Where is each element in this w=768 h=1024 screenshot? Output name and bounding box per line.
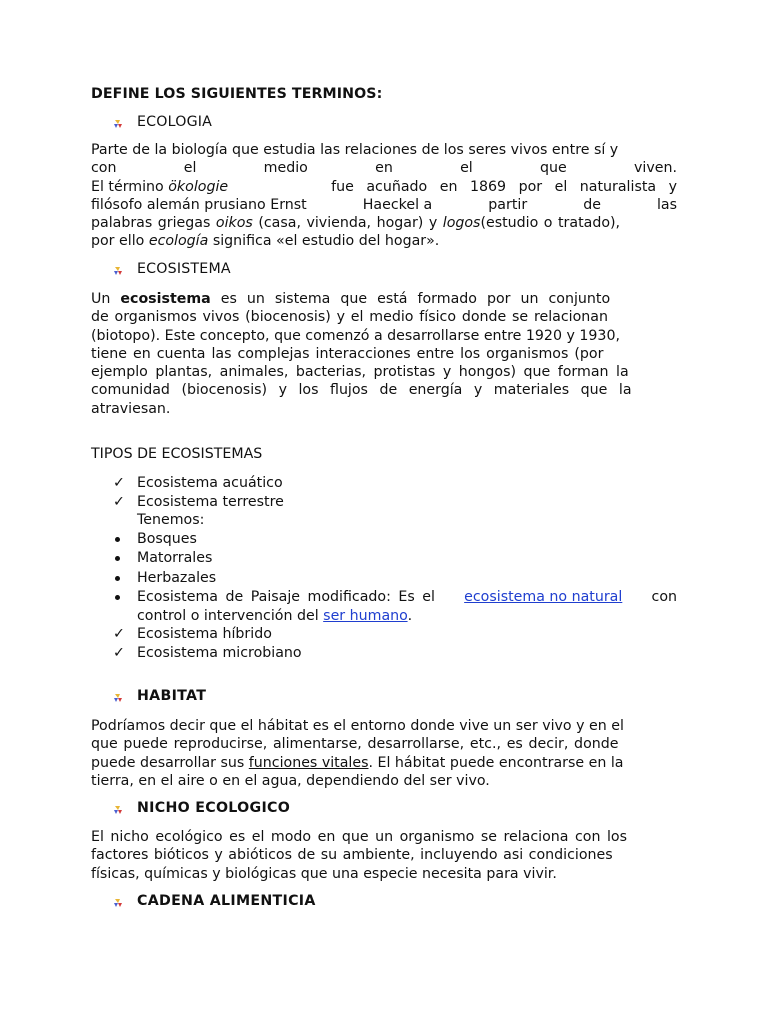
list-item-label: Ecosistema microbiano bbox=[137, 644, 302, 661]
check-icon: ✓ bbox=[113, 626, 125, 642]
list-item-label: Ecosistema híbrido bbox=[137, 626, 272, 642]
text-fragment: . bbox=[407, 607, 413, 624]
list-item bbox=[113, 493, 677, 512]
text-fragment: puede desarrollar sus bbox=[91, 754, 245, 771]
text-line bbox=[91, 754, 677, 772]
tipos-heading: TIPOS DE ECOSISTEMAS bbox=[91, 446, 263, 462]
list-item-label: Ecosistema acuático bbox=[137, 475, 283, 491]
ser-humano-link[interactable]: ser humano bbox=[323, 607, 408, 624]
list-item bbox=[113, 644, 677, 663]
text-line: Podríamos decir que el hábitat es el entorno donde vive un ser vivo y en el bbox=[91, 718, 624, 734]
text-fragment: control o intervención del bbox=[137, 607, 319, 624]
text-line bbox=[137, 588, 677, 607]
section-heading-ecologia bbox=[113, 114, 212, 130]
text-fragment: de bbox=[583, 196, 601, 213]
list-item bbox=[113, 625, 677, 644]
text-line: (biotopo). Este concepto, que comenzó a desarrollarse entre 1920 y 1930, bbox=[91, 327, 620, 344]
text-fragment: fue acuñado en 1869 por el naturalista y bbox=[331, 178, 677, 195]
bullet-dot-icon bbox=[113, 530, 137, 549]
text-fragment: es un sistema que está formado por un conjunto bbox=[220, 291, 611, 307]
text-fragment: . El hábitat puede encontrarse en la bbox=[368, 754, 624, 771]
text-line: comunidad (biocenosis) y los flujos de energía y materiales que la bbox=[91, 382, 632, 399]
habitat-paragraph bbox=[91, 717, 677, 790]
check-icon: ✓ bbox=[113, 475, 125, 491]
nicho-paragraph bbox=[91, 828, 677, 883]
text-line: ejemplo plantas, animales, bacterias, protistas y hongos) que forman la bbox=[91, 364, 629, 381]
section-heading-cadena bbox=[113, 893, 316, 909]
section-heading-label: ECOLOGIA bbox=[137, 114, 213, 130]
text-fragment: Ecosistema de Paisaje modificado: Es el bbox=[137, 589, 435, 605]
list-item-label: Ecosistema terrestre bbox=[137, 493, 284, 510]
list-item-label: Bosques bbox=[137, 530, 197, 547]
text-line: físicas, químicas y biológicas que una especie necesita para vivir. bbox=[91, 865, 557, 882]
page-title: DEFINE LOS SIGUIENTES TERMINOS: bbox=[91, 86, 383, 102]
ecologia-paragraph bbox=[91, 141, 677, 251]
text-line: factores bióticos y abióticos de su ambiente, incluyendo asi condiciones bbox=[91, 847, 613, 864]
text-fragment: por ello bbox=[91, 233, 145, 250]
text-fragment: El término bbox=[91, 178, 164, 195]
italic-term: ökologie bbox=[168, 178, 229, 195]
colored-bullet-icon bbox=[113, 266, 123, 276]
text-line: atraviesan. bbox=[91, 400, 171, 417]
list-item-label: Herbazales bbox=[137, 569, 217, 586]
section-heading-nicho bbox=[113, 800, 290, 816]
text-fragment: Un bbox=[91, 291, 111, 307]
word: el bbox=[183, 160, 197, 177]
list-item bbox=[113, 588, 677, 625]
bullet-dot-icon bbox=[113, 588, 137, 625]
text-line bbox=[91, 196, 677, 214]
text-line bbox=[91, 159, 677, 177]
text-fragment: (estudio o tratado), bbox=[480, 215, 621, 232]
list-item-body bbox=[137, 588, 677, 625]
text-line bbox=[137, 607, 677, 626]
word: medio bbox=[263, 160, 308, 177]
bold-term: ecosistema bbox=[120, 291, 211, 307]
section-heading-label: CADENA ALIMENTICIA bbox=[137, 893, 316, 909]
funciones-vitales-link[interactable]: funciones vitales bbox=[248, 754, 369, 771]
ecosistema-paragraph bbox=[91, 290, 677, 418]
list-item-label: Matorrales bbox=[137, 550, 213, 566]
section-heading-label: NICHO ECOLOGICO bbox=[137, 800, 291, 816]
list-item bbox=[113, 569, 677, 588]
section-heading-habitat bbox=[113, 688, 206, 704]
bullet-dot-icon bbox=[113, 549, 137, 568]
list-item bbox=[113, 530, 677, 549]
word: en bbox=[375, 160, 393, 177]
bullet-dot-icon bbox=[113, 569, 137, 588]
italic-term: logos bbox=[442, 215, 481, 232]
text-fragment: significa «el estudio del hogar». bbox=[212, 233, 440, 250]
list-item bbox=[113, 511, 677, 530]
word: el bbox=[460, 160, 473, 177]
text-line: El nicho ecológico es el modo en que un organismo se relaciona con los bbox=[91, 829, 627, 845]
check-icon: ✓ bbox=[113, 493, 125, 510]
text-fragment: partir bbox=[488, 196, 528, 213]
text-fragment: palabras griegas bbox=[91, 215, 211, 232]
text-fragment: con bbox=[651, 589, 677, 605]
italic-term: oikos bbox=[215, 215, 253, 232]
italic-term: ecología bbox=[148, 233, 209, 250]
text-line: que puede reproducirse, alimentarse, desarrollarse, etc., es decir, donde bbox=[91, 736, 619, 753]
text-line bbox=[91, 290, 677, 308]
colored-bullet-icon bbox=[113, 693, 123, 703]
list-item-label: Tenemos: bbox=[137, 512, 205, 528]
word: con bbox=[91, 160, 117, 177]
text-line: de organismos vivos (biocenosis) y el medio físico donde se relacionan bbox=[91, 309, 608, 326]
section-heading-label: HABITAT bbox=[137, 688, 207, 704]
text-line: Parte de la biología que estudia las relaciones de los seres vivos entre sí y bbox=[91, 142, 619, 158]
colored-bullet-icon bbox=[113, 805, 123, 815]
text-line bbox=[91, 214, 677, 232]
text-fragment: Haeckel a bbox=[362, 196, 433, 213]
text-fragment: las bbox=[656, 196, 677, 213]
text-line: tiene en cuenta las complejas interacciones entre los organismos (por bbox=[91, 345, 604, 362]
ecosistema-no-natural-link[interactable]: ecosistema no natural bbox=[464, 589, 623, 605]
word: que bbox=[540, 160, 567, 177]
text-line: tierra, en el aire o en el agua, dependiendo del ser vivo. bbox=[91, 772, 490, 789]
list-item bbox=[113, 474, 677, 493]
text-fragment: (casa, vivienda, hogar) y bbox=[258, 215, 438, 232]
text-line bbox=[91, 178, 677, 196]
check-icon: ✓ bbox=[113, 644, 125, 661]
colored-bullet-icon bbox=[113, 898, 123, 908]
text-fragment: filósofo alemán prusiano Ernst bbox=[91, 196, 307, 213]
tipos-list bbox=[113, 474, 677, 662]
word: viven. bbox=[633, 160, 677, 177]
colored-bullet-icon bbox=[113, 119, 123, 129]
section-heading-label: ECOSISTEMA bbox=[137, 261, 231, 277]
text-line bbox=[91, 232, 677, 250]
list-item bbox=[113, 549, 677, 568]
section-heading-ecosistema bbox=[113, 261, 231, 277]
